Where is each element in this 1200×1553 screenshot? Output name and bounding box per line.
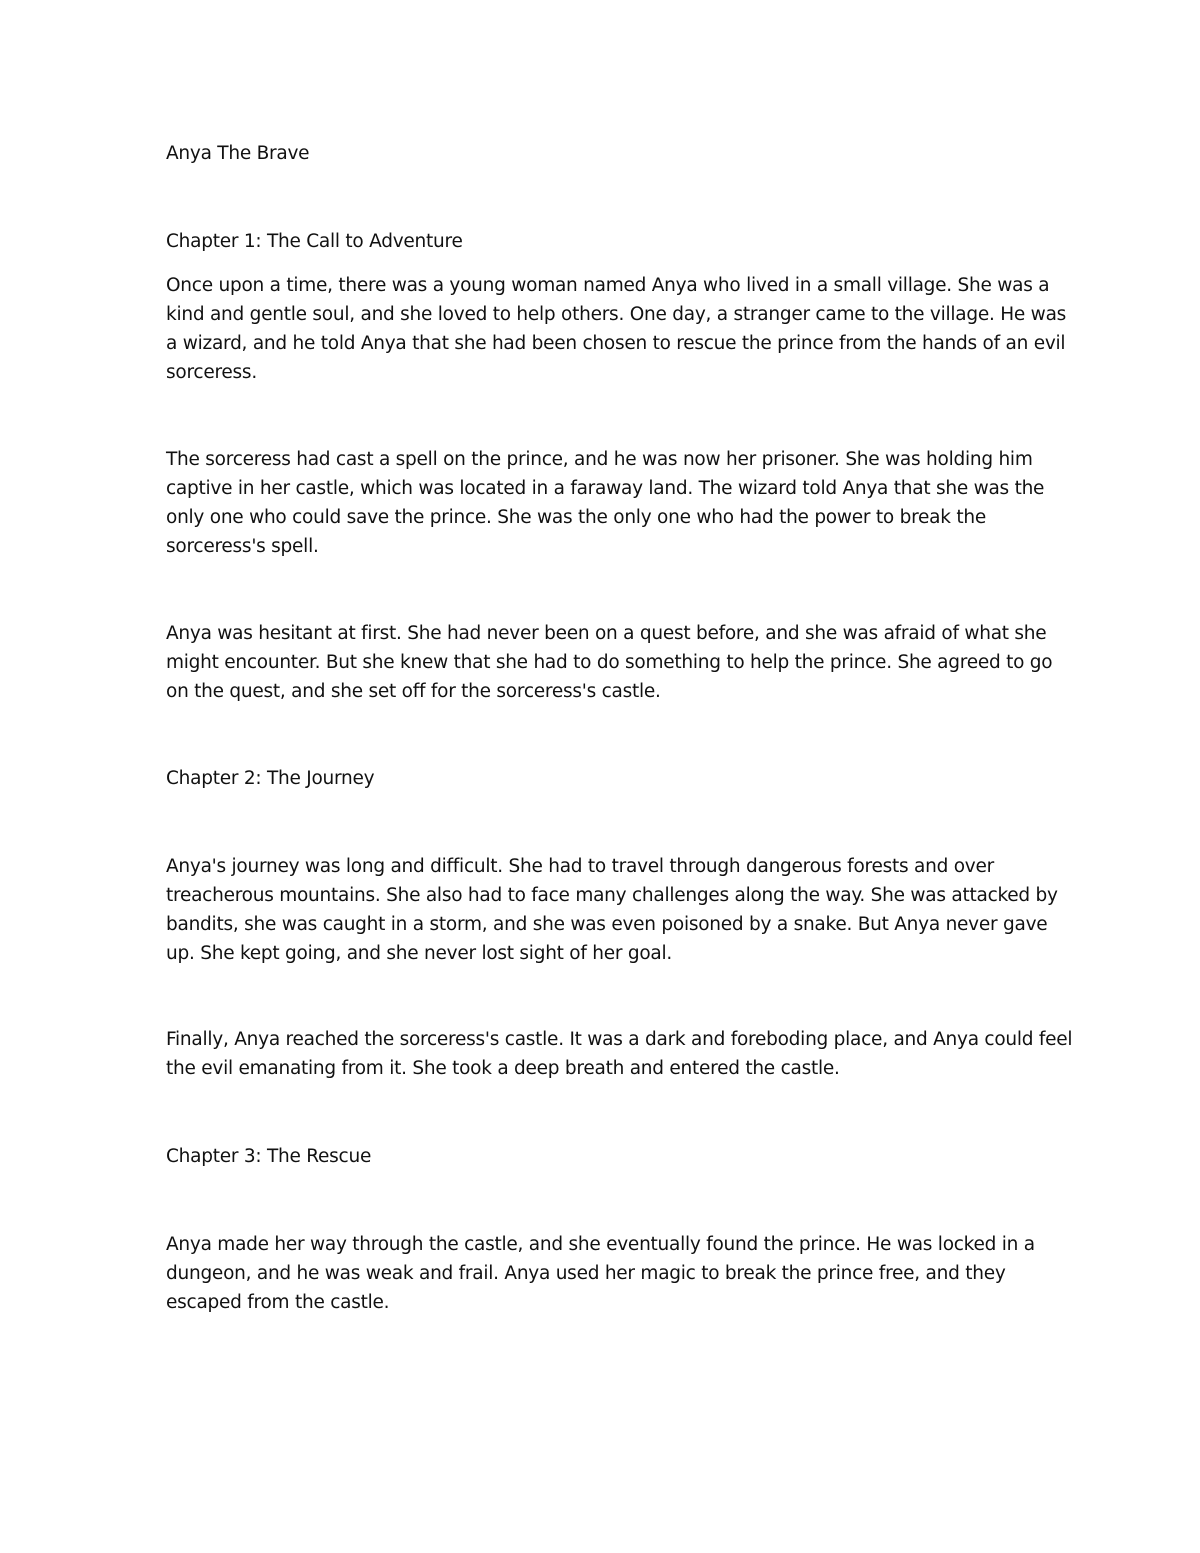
- paragraph-line: The sorceress had cast a spell on the prince, and he was now her prisoner. She was holding him: [166, 449, 1033, 470]
- paragraph-line: a wizard, and he told Anya that she had been chosen to rescue the prince from the hands of an evil: [166, 333, 1066, 354]
- paragraph-line: captive in her castle, which was located in a faraway land. The wizard told Anya that she was the: [166, 478, 1045, 499]
- paragraph-line: kind and gentle soul, and she loved to help others. One day, a stranger came to the village. He was: [166, 304, 1067, 325]
- paragraph-line: the evil emanating from it. She took a deep breath and entered the castle.: [166, 1058, 840, 1079]
- paragraph-line: might encounter. But she knew that she had to do something to help the prince. She agreed to go: [166, 652, 1053, 673]
- paragraph-line: sorceress.: [166, 362, 257, 383]
- paragraph-line: Once upon a time, there was a young woman named Anya who lived in a small village. She was a: [166, 275, 1050, 296]
- paragraph-line: dungeon, and he was weak and frail. Anya used her magic to break the prince free, and they: [166, 1263, 1006, 1284]
- paragraph-line: on the quest, and she set off for the sorceress's castle.: [166, 681, 661, 702]
- paragraph-line: only one who could save the prince. She was the only one who had the power to break the: [166, 507, 986, 528]
- paragraph-line: Anya's journey was long and difficult. She had to travel through dangerous forests and over: [166, 856, 994, 877]
- paragraph-line: Finally, Anya reached the sorceress's castle. It was a dark and foreboding place, and Anya could feel: [166, 1029, 1073, 1050]
- chapter-2-heading: Chapter 2: The Journey: [166, 768, 375, 789]
- paragraph-line: escaped from the castle.: [166, 1292, 390, 1313]
- paragraph-line: treacherous mountains. She also had to face many challenges along the way. She was attacked by: [166, 885, 1058, 906]
- chapter-1-heading: Chapter 1: The Call to Adventure: [166, 231, 463, 252]
- paragraph-line: up. She kept going, and she never lost sight of her goal.: [166, 943, 673, 964]
- paragraph-line: sorceress's spell.: [166, 536, 319, 557]
- paragraph-line: Anya made her way through the castle, and she eventually found the prince. He was locked in a: [166, 1234, 1035, 1255]
- document-title: Anya The Brave: [166, 143, 310, 164]
- paragraph-line: bandits, she was caught in a storm, and she was even poisoned by a snake. But Anya never gave: [166, 914, 1048, 935]
- chapter-3-heading: Chapter 3: The Rescue: [166, 1146, 372, 1167]
- paragraph-line: Anya was hesitant at first. She had never been on a quest before, and she was afraid of what she: [166, 623, 1047, 644]
